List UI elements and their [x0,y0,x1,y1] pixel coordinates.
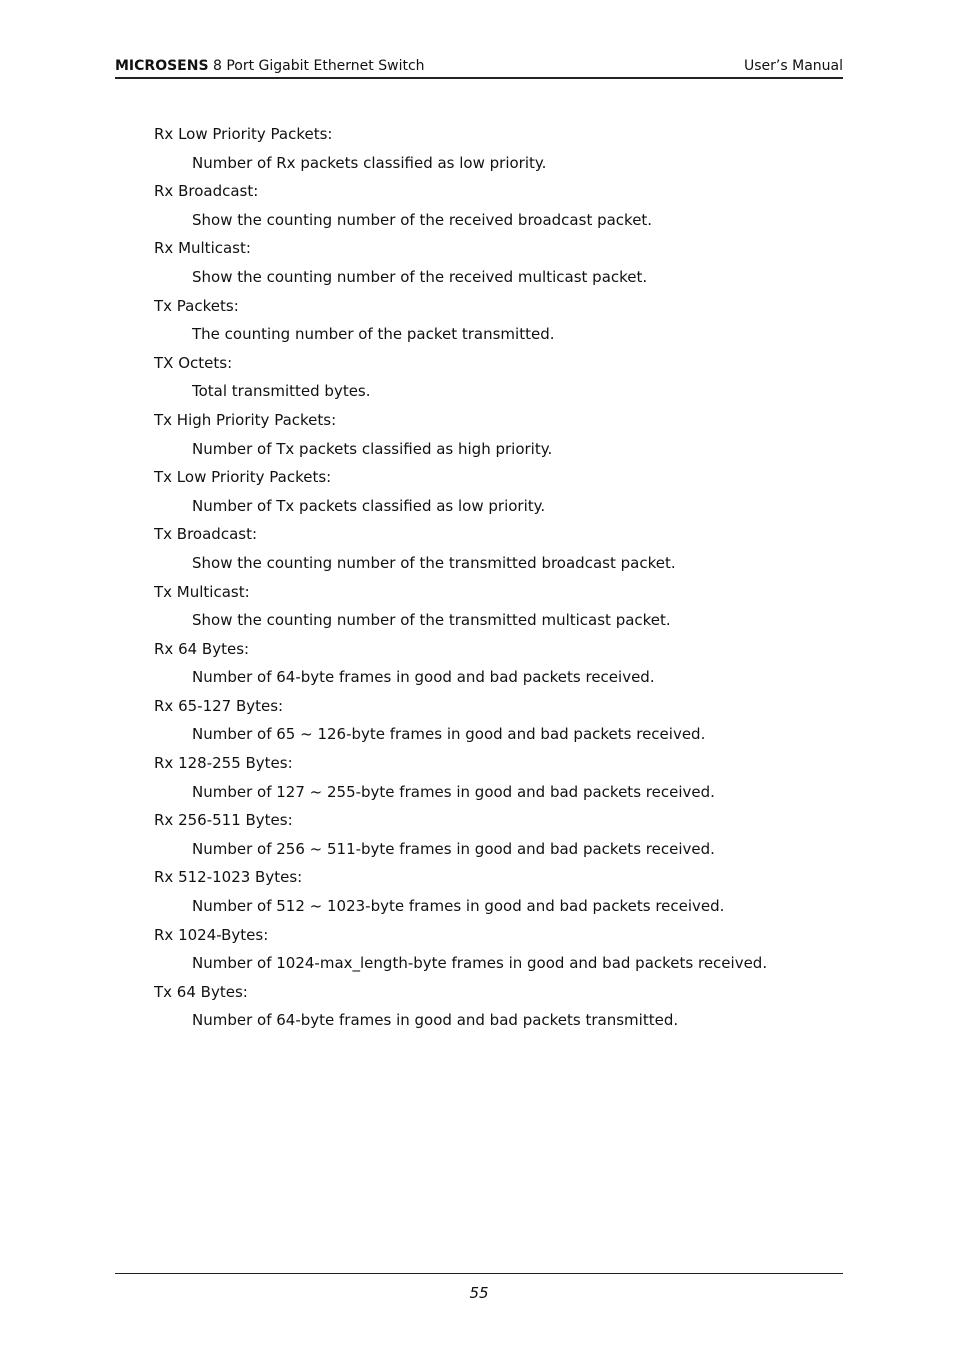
term-rx-256-511-bytes: Rx 256-511 Bytes: [154,811,293,830]
term-rx-1024-bytes: Rx 1024-Bytes: [154,925,269,944]
page-header [115,57,843,79]
term-rx-multicast: Rx Multicast: [154,239,251,258]
header-product-name: 8 Port Gigabit Ethernet Switch [208,58,425,74]
term-tx-octets: TX Octets: [154,353,233,372]
desc-tx-64-bytes: Number of 64-byte frames in good and bad packets transmitted. [192,1011,679,1030]
term-rx-64-bytes: Rx 64 Bytes: [154,639,250,658]
desc-tx-low-priority-packets: Number of Tx packets classified as low priority. [192,496,546,515]
term-rx-65-127-bytes: Rx 65-127 Bytes: [154,696,284,715]
header-manual-title: User’s Manual [744,58,843,74]
desc-rx-broadcast: Show the counting number of the received broadcast packet. [192,210,653,229]
header-brand: MICROSENS [115,58,209,74]
desc-rx-65-127-bytes: Number of 65 ~ 126-byte frames in good and bad packets received. [192,725,706,744]
desc-tx-packets: The counting number of the packet transmitted. [192,325,555,344]
term-rx-broadcast: Rx Broadcast: [154,182,259,201]
desc-tx-high-priority-packets: Number of Tx packets classified as high priority. [192,439,553,458]
term-tx-packets: Tx Packets: [154,296,239,315]
term-tx-broadcast: Tx Broadcast: [154,525,258,544]
term-tx-64-bytes: Tx 64 Bytes: [154,982,248,1001]
desc-rx-low-priority-packets: Number of Rx packets classified as low priority. [192,153,547,172]
desc-rx-multicast: Show the counting number of the received multicast packet. [192,267,648,286]
header-product [115,57,425,75]
term-tx-multicast: Tx Multicast: [154,582,250,601]
desc-rx-512-1023-bytes: Number of 512 ~ 1023-byte frames in good and bad packets received. [192,897,725,916]
footer-divider [115,1273,843,1274]
desc-tx-octets: Total transmitted bytes. [192,382,371,401]
desc-rx-256-511-bytes: Number of 256 ~ 511-byte frames in good and bad packets received. [192,839,715,858]
page-number: 55 [469,1284,489,1302]
desc-tx-multicast: Show the counting number of the transmitted multicast packet. [192,611,671,630]
desc-tx-broadcast: Show the counting number of the transmitted broadcast packet. [192,553,676,572]
term-rx-512-1023-bytes: Rx 512-1023 Bytes: [154,868,303,887]
term-rx-128-255-bytes: Rx 128-255 Bytes: [154,754,293,773]
definition-list [154,120,834,1035]
term-rx-low-priority-packets: Rx Low Priority Packets: [154,125,333,143]
desc-rx-64-bytes: Number of 64-byte frames in good and bad packets received. [192,668,655,687]
desc-rx-1024-bytes: Number of 1024-max_length-byte frames in good and bad packets received. [192,954,768,973]
term-tx-high-priority-packets: Tx High Priority Packets: [154,410,337,429]
term-tx-low-priority-packets: Tx Low Priority Packets: [154,468,332,487]
desc-rx-128-255-bytes: Number of 127 ~ 255-byte frames in good and bad packets received. [192,782,715,801]
